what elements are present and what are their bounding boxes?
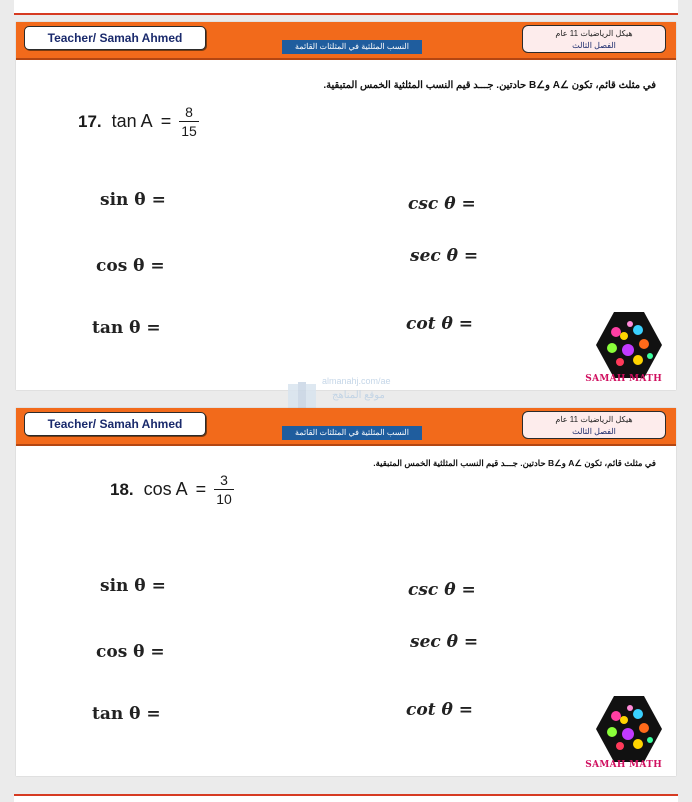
- csc-line: csc θ =: [408, 194, 476, 214]
- watermark-brand: موقع المناهج: [332, 390, 385, 401]
- course-title: هيكل الرياضيات 11 عام: [555, 415, 633, 424]
- worksheet-card-18: [16, 408, 676, 776]
- problem-number: 18.: [110, 479, 134, 499]
- tan-line: tan θ =: [92, 704, 161, 724]
- teacher-label: Teacher/ Samah Ahmed: [24, 26, 206, 50]
- problem-statement: [78, 104, 199, 139]
- cot-line: cot θ =: [406, 700, 473, 720]
- butterfly-logo-icon: [594, 694, 664, 764]
- cos-line: cos θ =: [96, 642, 165, 662]
- course-term: الفصل الثالث: [572, 41, 616, 50]
- equals-sign: =: [195, 479, 207, 499]
- problem-function: tan A: [111, 111, 153, 131]
- sin-line: sin θ =: [100, 576, 166, 596]
- problem-function: cos A: [143, 479, 188, 499]
- tan-line: tan θ =: [92, 318, 161, 338]
- numerator: 3: [220, 472, 228, 488]
- topic-label: النسب المثلثية في المثلثات القائمة: [282, 40, 422, 54]
- instruction-text: في مثلث قائم، تكون ∠A و∠B حادتين. جـــد قيم النسب المثلثية الخمس المتبقية.: [323, 80, 656, 91]
- instruction-text: في مثلث قائم، تكون ∠A و∠B حادتين. جـــد قيم النسب المثلثية الخمس المتبقية.: [373, 458, 656, 468]
- teacher-label: Teacher/ Samah Ahmed: [24, 412, 206, 436]
- course-label: [522, 25, 666, 53]
- butterfly-logo-icon: [594, 310, 664, 380]
- topic-label: النسب المثلثية في المثلثات القائمة: [282, 426, 422, 440]
- csc-line: csc θ =: [408, 580, 476, 600]
- numerator: 8: [185, 104, 193, 120]
- denominator: 10: [216, 491, 232, 507]
- next-page-edge: [14, 794, 678, 802]
- fraction: [214, 472, 234, 507]
- course-term: الفصل الثالث: [572, 427, 616, 436]
- sec-line: sec θ =: [410, 632, 479, 652]
- course-title: هيكل الرياضيات 11 عام: [555, 29, 633, 38]
- logo-label: SAMAH MATH: [585, 760, 662, 770]
- fraction: [179, 104, 199, 139]
- problem-statement: [110, 472, 234, 507]
- cot-line: cot θ =: [406, 314, 473, 334]
- cos-line: cos θ =: [96, 256, 165, 276]
- previous-page-edge: [14, 0, 678, 15]
- problem-number: 17.: [78, 111, 102, 131]
- sin-line: sin θ =: [100, 190, 166, 210]
- header-bar: [16, 22, 676, 60]
- worksheet-card-17: [16, 22, 676, 390]
- watermark-site: almanahj.com/ae: [322, 376, 391, 386]
- logo-label: SAMAH MATH: [585, 374, 662, 384]
- course-label: [522, 411, 666, 439]
- header-bar: [16, 408, 676, 446]
- denominator: 15: [181, 123, 197, 139]
- equals-sign: =: [160, 111, 172, 131]
- sec-line: sec θ =: [410, 246, 479, 266]
